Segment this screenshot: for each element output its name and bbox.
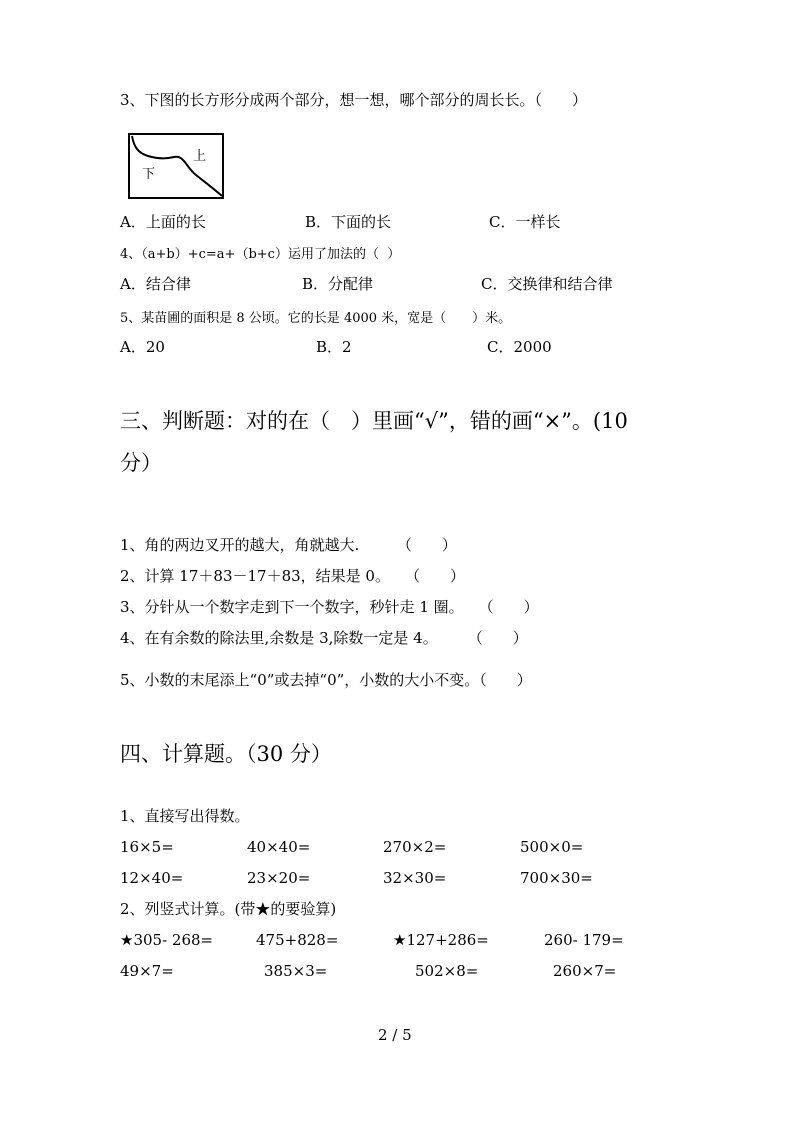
- q4-option-b: B．分配律: [302, 275, 374, 293]
- calc-row3-item2: 475+828=: [256, 931, 339, 949]
- dividing-curve: [132, 136, 222, 196]
- q5-option-b: B．2: [316, 338, 352, 356]
- calc-row3-item3: ★127+286=: [393, 931, 489, 949]
- calc-sub2: 2、列竖式计算。(带★的要验算): [120, 900, 337, 918]
- judge-heading-line1: 三、判断题：对的在（ ）里画“√”，错的画“×”。(10: [120, 409, 628, 433]
- judge-item-1: 1、角的两边叉开的越大，角就越大. （ ）: [120, 536, 457, 554]
- calc-row2-item1: 12×40=: [120, 869, 184, 887]
- q3-stem: 3、下图的长方形分成两个部分，想一想，哪个部分的周长长。（ ）: [120, 91, 588, 109]
- q3-option-b: B．下面的长: [305, 213, 392, 231]
- calc-row1-item4: 500×0=: [520, 838, 584, 856]
- q3-option-a: A．上面的长: [120, 213, 206, 231]
- q3-option-c: C．一样长: [489, 213, 561, 231]
- judge-item-4: 4、在有余数的除法里,余数是 3,除数一定是 4。 （ ）: [120, 629, 528, 647]
- rectangle-divided-figure: [128, 133, 224, 199]
- calc-heading: 四、计算题。（30 分）: [120, 742, 332, 766]
- calc-row1-item1: 16×5=: [120, 838, 174, 856]
- calc-row2-item2: 23×20=: [247, 869, 311, 887]
- calc-row4-item3: 502×8=: [415, 962, 479, 980]
- q4-stem: 4、（a+b）+c=a+（b+c）运用了加法的（ ）: [120, 247, 401, 262]
- calc-row4-item2: 385×3=: [264, 962, 328, 980]
- q5-option-a: A．20: [120, 338, 165, 356]
- calc-row2-item3: 32×30=: [383, 869, 447, 887]
- rectangle-outline: [129, 134, 223, 198]
- q5-option-c: C．2000: [487, 338, 552, 356]
- calc-row2-item4: 700×30=: [520, 869, 593, 887]
- judge-item-3: 3、分针从一个数字走到下一个数字，秒针走 1 圈。 （ ）: [120, 598, 539, 616]
- q4-option-c: C．交换律和结合律: [481, 275, 613, 293]
- page-number: 2 / 5: [378, 1026, 412, 1044]
- q5-stem: 5、某苗圃的面积是 8 公顷。它的长是 4000 米，宽是（ ）米。: [120, 311, 512, 326]
- calc-sub1: 1、直接写出得数。: [120, 807, 250, 825]
- calc-row3-item1: ★305- 268=: [120, 931, 214, 949]
- calc-row1-item2: 40×40=: [247, 838, 311, 856]
- calc-row4-item1: 49×7=: [120, 962, 174, 980]
- judge-item-5: 5、小数的末尾添上“0”或去掉“0”，小数的大小不变。（ ）: [120, 671, 532, 689]
- calc-row1-item3: 270×2=: [383, 838, 447, 856]
- q4-option-a: A．结合律: [120, 275, 191, 293]
- judge-heading-line2: 分）: [120, 451, 162, 475]
- calc-row4-item4: 260×7=: [553, 962, 617, 980]
- calc-row3-item4: 260- 179=: [544, 931, 624, 949]
- judge-item-2: 2、计算 17＋83－17＋83，结果是 0。 （ ）: [120, 567, 465, 585]
- label-top: 上: [193, 149, 207, 164]
- rectangle-figure: [128, 133, 224, 199]
- label-bottom: 下: [142, 167, 156, 182]
